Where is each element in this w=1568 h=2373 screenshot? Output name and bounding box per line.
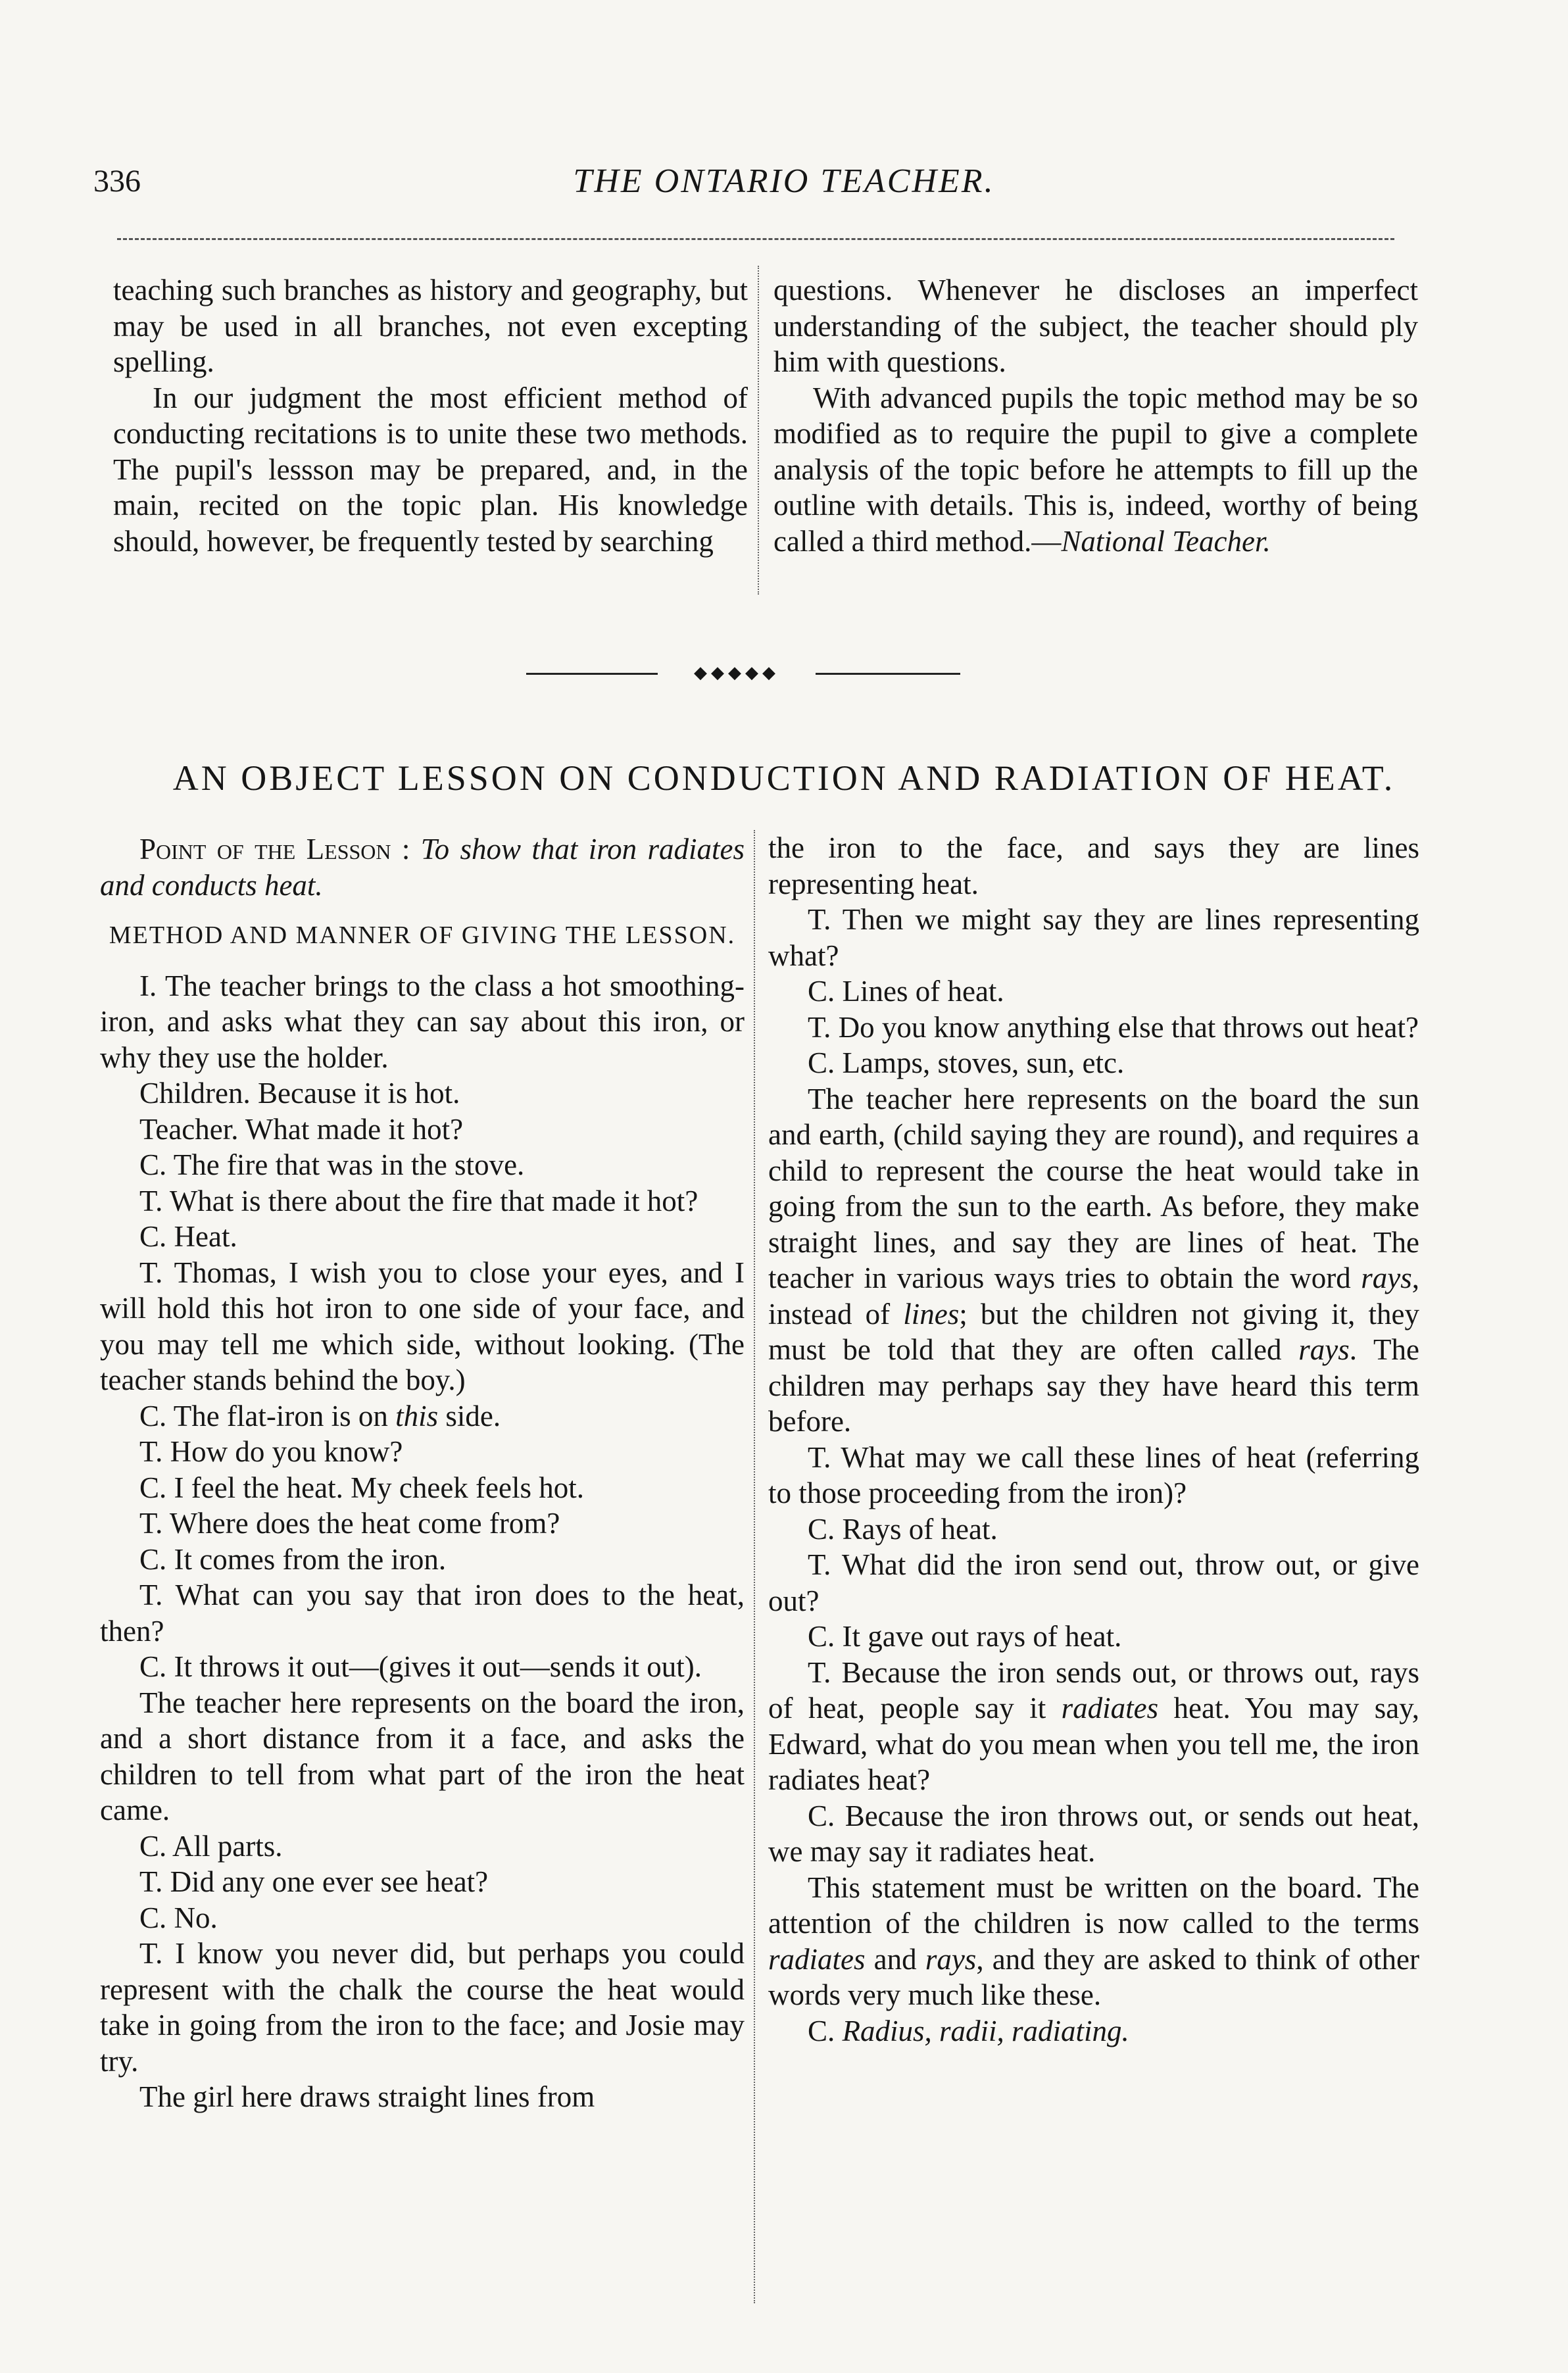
section-title: AN OBJECT LESSON ON CONDUCTION AND RADIATION OF HEAT. xyxy=(172,758,1396,798)
dialogue-line: T. Then we might say they are lines representing what? xyxy=(768,903,1419,972)
paragraph: The teacher here represents on the board the iron, and a short distance from it a face, and asks the children to tell from what part of the iron the heat came. xyxy=(100,1686,745,1826)
paragraph-text: , and they are asked to think of other words very much like these. xyxy=(768,1942,1420,2011)
emphasis: lines xyxy=(903,1297,960,1331)
running-head: THE ONTARIO TEACHER. xyxy=(573,162,995,200)
dialogue-line xyxy=(768,2013,1419,2049)
paragraph xyxy=(773,380,1418,560)
dialogue-line: T. What can you say that iron does to the heat, then? xyxy=(100,1578,745,1648)
dialogue-line: T. Where does the heat come from? xyxy=(139,1507,560,1540)
lesson-left-column xyxy=(100,831,745,2115)
top-right-column xyxy=(773,272,1418,559)
paragraph-text: and xyxy=(873,1942,917,1976)
emphasis: radiates xyxy=(1061,1692,1159,1725)
emphasis: Radius, radii, radiating. xyxy=(842,2014,1129,2047)
dialogue-line: Children. Because it is hot. xyxy=(139,1077,460,1110)
lesson-point-label: Point of the Lesson : xyxy=(139,833,410,866)
ornament-beads-icon: ◆◆◆◆◆ xyxy=(658,665,816,681)
emphasis: rays xyxy=(1361,1261,1412,1294)
dialogue-text: side. xyxy=(445,1399,501,1432)
dialogue-text: heat. You may say, Edward, what do you mean when you tell me, the iron radiates heat? xyxy=(768,1692,1420,1796)
paragraph: questions. Whenever he discloses an imperfect understanding of the subject, the teacher should ply him with questions. xyxy=(773,274,1418,378)
paragraph: the iron to the face, and says they are lines representing heat. xyxy=(768,831,1419,900)
paragraph: The girl here draws straight lines from xyxy=(139,2080,595,2113)
emphasis: radiates xyxy=(768,1942,866,1976)
dialogue-line: T. Do you know anything else that throws out heat? xyxy=(808,1010,1419,1044)
paragraph-text: , instead of xyxy=(768,1261,1419,1331)
top-left-column xyxy=(113,272,748,559)
emphasis: rays xyxy=(925,1942,977,1976)
dialogue-line: C. It comes from the iron. xyxy=(139,1542,447,1576)
dialogue-line: T. What did the iron send out, throw out, or give out? xyxy=(768,1548,1419,1617)
dialogue-text: C. xyxy=(808,2014,835,2047)
dialogue-line: C. All parts. xyxy=(139,1829,283,1863)
dialogue-line xyxy=(100,1398,745,1434)
dialogue-line: C. Lines of heat. xyxy=(808,975,1004,1008)
column-divider xyxy=(758,266,759,595)
dialogue-line: T. I know you never did, but perhaps you could represent with the chalk the course the heat would take in going from the iron to the face; and Josie may try. xyxy=(100,1937,745,2078)
ornamental-divider xyxy=(526,661,960,687)
paragraph-text: This statement must be written on the board. The attention of the children is now called to the terms xyxy=(768,1871,1419,1940)
dialogue-line: T. Thomas, I wish you to close your eyes, and I will hold this hot iron to one side of your face, and you may tell me which side, without looking. (The teacher stands behind the boy.) xyxy=(100,1256,745,1396)
emphasis: this xyxy=(395,1399,439,1432)
dialogue-line: Teacher. What made it hot? xyxy=(139,1112,464,1146)
column-divider xyxy=(754,830,755,2303)
paragraph xyxy=(768,1081,1419,1440)
dialogue-text: C. The flat-iron is on xyxy=(139,1399,388,1432)
dialogue-line: C. It throws it out—(gives it out—sends it out). xyxy=(139,1650,702,1683)
page-number: 336 xyxy=(93,164,141,199)
dialogue-line: C. The fire that was in the stove. xyxy=(139,1148,525,1181)
dialogue-line xyxy=(768,1655,1419,1798)
dialogue-line: C. Because the iron throws out, or sends out heat, we may say it radiates heat. xyxy=(768,1799,1419,1868)
paragraph-text: . The children may perhaps say they have heard this term before. xyxy=(768,1333,1420,1438)
dialogue-line: C. Lamps, stoves, sun, etc. xyxy=(808,1046,1125,1079)
dialogue-line: C. I feel the heat. My cheek feels hot. xyxy=(139,1471,584,1504)
header-rule xyxy=(117,238,1394,240)
dialogue-line: C. No. xyxy=(139,1901,218,1934)
paragraph-text: ; but the children not giving it, they must be told that they are often called xyxy=(768,1297,1420,1366)
dialogue-line: T. What may we call these lines of heat (referring to those proceeding from the iron)? xyxy=(768,1440,1419,1509)
dialogue-text: T. Because the iron sends out, or throws out, rays of heat, people say it xyxy=(768,1655,1419,1725)
lesson-point-text: To show that iron radiates and conducts heat. xyxy=(100,833,745,902)
paragraph-text: The teacher here represents on the board the sun and earth, (child saying they are round), and requires a child to represent the course the heat would take in going from the sun to the earth. As before, they make straight lines, and say they are lines of heat. The teacher in various ways tries to obtain the word xyxy=(768,1082,1419,1294)
paragraph: teaching such branches as history and geography, but may be used in all branches, not even excepting spelling. xyxy=(113,274,748,378)
dialogue-line: T. What is there about the fire that made it hot? xyxy=(139,1184,698,1217)
lesson-point xyxy=(100,831,745,903)
paragraph xyxy=(768,1870,1419,2013)
dialogue-line: C. Rays of heat. xyxy=(808,1512,998,1546)
paragraph: I. The teacher brings to the class a hot smoothing-iron, and asks what they can say about this iron, or why they use the holder. xyxy=(100,969,745,1074)
paragraph-text: With advanced pupils the topic method may be so modified as to require the pupil to give a complete analysis of the topic before he attempts to fill up the outline with details. This is, indeed, worthy of being called a third method.— xyxy=(773,381,1418,558)
source-citation: National Teacher. xyxy=(1061,524,1271,558)
emphasis: rays xyxy=(1298,1333,1350,1366)
paragraph: In our judgment the most efficient method of conducting recitations is to unite these two methods. The pupil's lessson may be prepared, and, in the main, recited on the topic plan. His knowledge should, however, be frequently tested by searching xyxy=(113,381,748,558)
dialogue-line: T. How do you know? xyxy=(139,1435,403,1468)
dialogue-line: T. Did any one ever see heat? xyxy=(139,1865,489,1898)
method-heading: METHOD AND MANNER OF GIVING THE LESSON. xyxy=(109,921,736,949)
dialogue-line: C. It gave out rays of heat. xyxy=(808,1620,1122,1653)
lesson-right-column xyxy=(768,830,1419,2049)
dialogue-line: C. Heat. xyxy=(139,1220,237,1253)
